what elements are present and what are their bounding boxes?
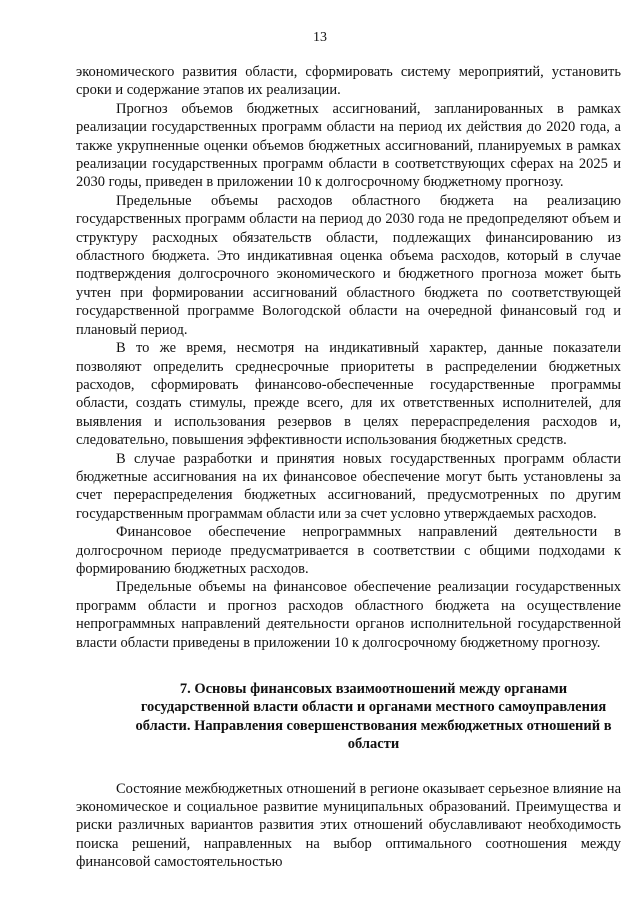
paragraph: Прогноз объемов бюджетных ассигнований, запланированных в рамках реализации государственных программ области на период их действия до 2020 года, а также укрупненные оценки объемов бюджетных ассигнований, планируемых в рамках реализации государственных программ области в соответствующих сферах на 2025 и 2030 годы, приведен в приложении 10 к долгосрочному бюджетному прогнозу. [76,100,621,191]
paragraph: Состояние межбюджетных отношений в регионе оказывает серьезное влияние на экономическое и социальное развитие муниципальных образований. Преимущества и риски различных вариантов развития этих отношений обуславливают необходимость поиска решений, направленных на выбор оптимального соотношения между финансовой самостоятельностью [76,780,621,871]
paragraph: В случае разработки и принятия новых государственных программ области бюджетные ассигнования на их финансовое обеспечение могут быть установлены за счет перераспределения бюджетных ассигнований, предусмотренных по другим государственным программам области или за счет условно утверждаемых расходов. [76,450,621,522]
paragraph: Финансовое обеспечение непрограммных направлений деятельности в долгосрочном периоде предусматривается в соответствии с общими подходами к формированию бюджетных расходов. [76,524,621,577]
paragraph: Предельные объемы на финансовое обеспечение реализации государственных программ области и прогноз расходов областного бюджета на осуществление непрограммных направлений деятельности органов исполнительной государственной власти области приведены в приложении 10 к долгосрочному бюджетному прогнозу. [76,579,621,651]
paragraph: В то же время, несмотря на индикативный характер, данные показатели позволяют определить среднесрочные приоритеты в распределении бюджетных расходов, сформировать финансово-обеспеченные государственные программы области, создать стимулы, прежде всего, для их ответственных исполнителей, для выявления и использования резервов в целях перераспределения расходов и, следовательно, повышения эффективности использования бюджетных средств. [76,340,621,449]
paragraph: Предельные объемы расходов областного бюджета на реализацию государственных программ области на период до 2030 года не предопределяют объем и структуру расходных обязательств области, подлежащих финансированию из областного бюджета. Это индикативная оценка объема расходов, который в случае подтверждения долгосрочного экономического и бюджетного прогноза может быть учтен при формировании ассигнований областного бюджета по соответствующей государственной программе Вологодской области на очередной финансовый год и плановый период. [76,192,621,338]
section-heading: 7. Основы финансовых взаимоотношений между органами государственной власти области и органами местного самоуправления области. Направления совершенствования межбюджетных отношений в области [135,681,612,753]
paragraph: экономического развития области, сформировать систему мероприятий, установить сроки и содержание этапов их реализации. [76,64,621,99]
document-body [76,63,621,872]
page-number: 13 [313,30,327,45]
